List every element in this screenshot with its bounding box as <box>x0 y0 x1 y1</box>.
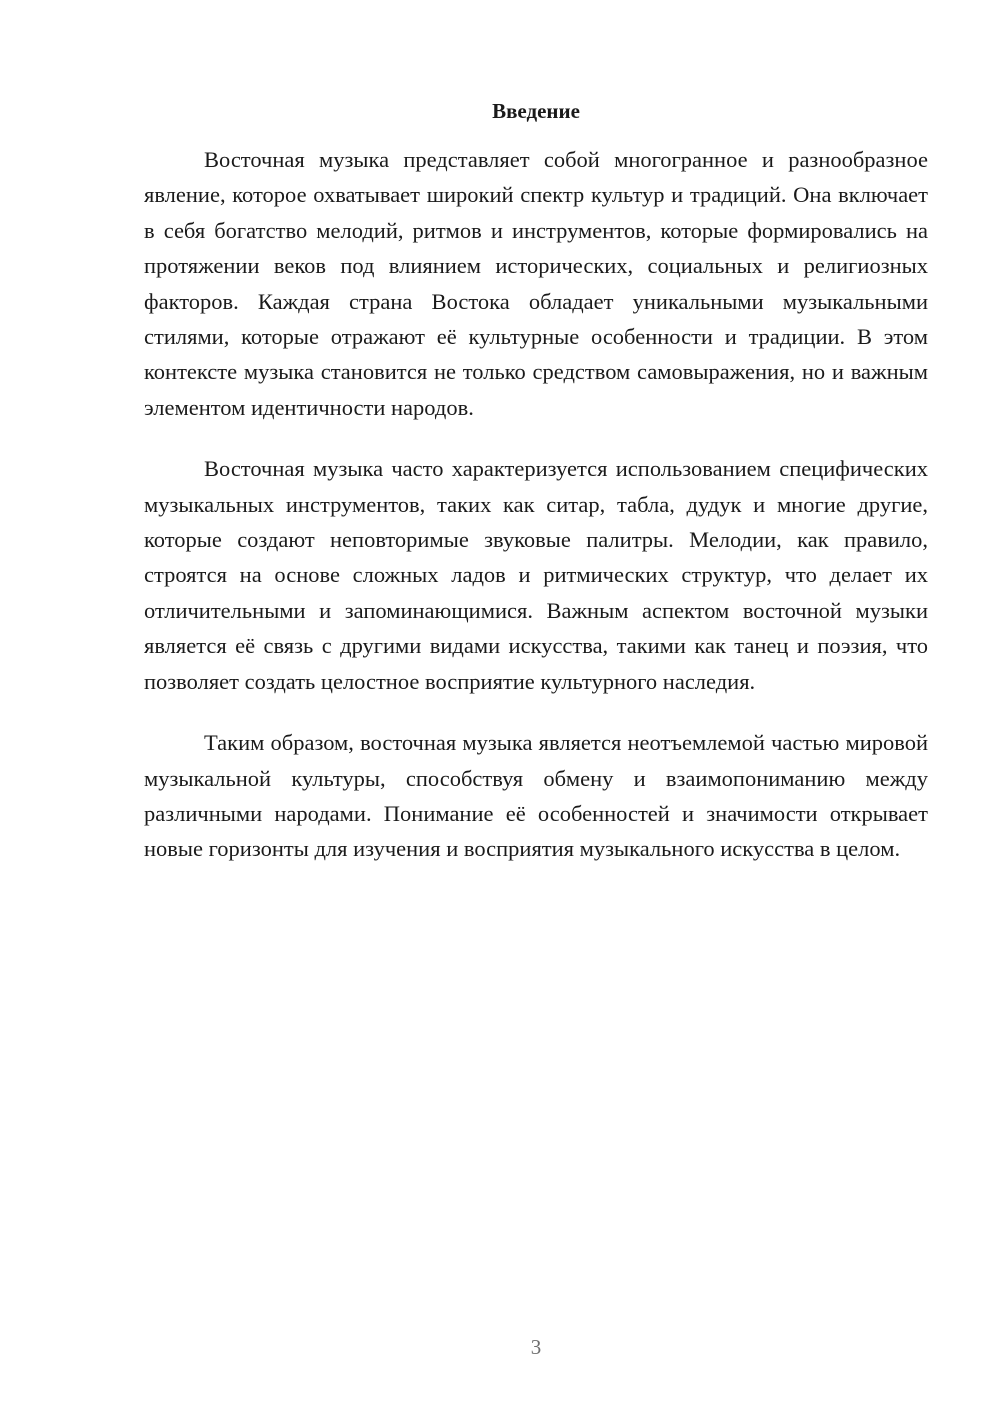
document-body <box>144 142 928 893</box>
page-title: Введение <box>492 99 580 123</box>
paragraph-1: Восточная музыка представляет собой многогранное и разнообразное явление, которое охватывает широкий спектр культур и традиций. Она включает в себя богатство мелодий, ритмов и инструментов, которые формировались на протяжении веков под влиянием исторических, социальных и религиозных факторов. Каждая страна Востока обладает уникальными музыкальными стилями, которые отражают её культурные особенности и традиции. В этом контексте музыка становится не только средством самовыражения, но и важным элементом идентичности народов. <box>144 147 928 420</box>
page-number: 3 <box>530 1335 542 1359</box>
paragraph-2: Восточная музыка часто характеризуется использованием специфических музыкальных инструментов, таких как ситар, табла, дудук и многие другие, которые создают неповторимые звуковые палитры. Мелодии, как правило, строятся на основе сложных ладов и ритмических структур, что делает их отличительными и запоминающимися. Важным аспектом восточной музыки является её связь с другими видами искусства, такими как танец и поэзия, что позволяет создать целостное восприятие культурного наследия. <box>144 456 928 694</box>
paragraph-3: Таким образом, восточная музыка является неотъемлемой частью мировой музыкальной культуры, способствуя обмену и взаимопониманию между различными народами. Понимание её особенностей и значимости открывает новые горизонты для изучения и восприятия музыкального искусства в целом. <box>144 730 928 862</box>
